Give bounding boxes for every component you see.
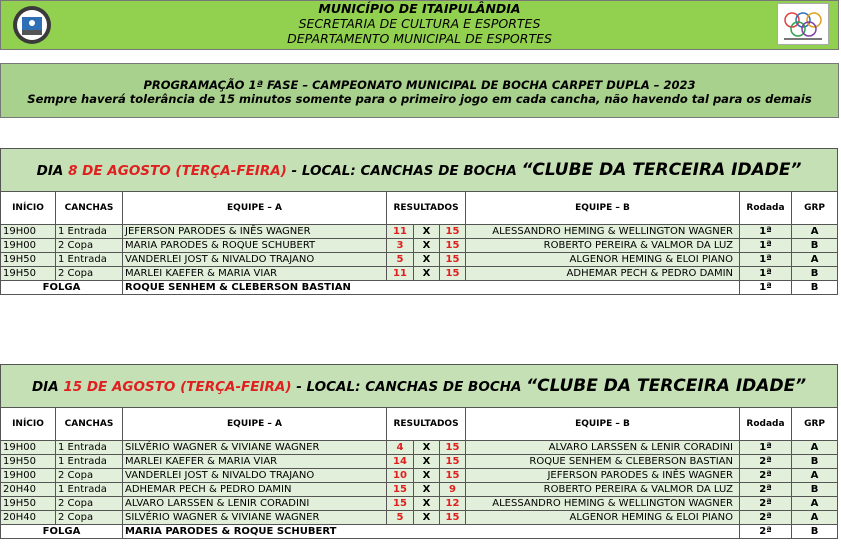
match-row: 20H40 2 Copa SILVÉRIO WAGNER & VIVIANE WAGNER 5 X 15 ALGENOR HEMING & ELOI PIANO 2ª A xyxy=(1,511,838,525)
col-equipe-b: EQUIPE – B xyxy=(466,408,740,441)
col-resultados: RESULTADOS xyxy=(387,192,466,225)
dme-logo-icon xyxy=(778,4,828,44)
col-grp: GRP xyxy=(792,192,838,225)
program-banner xyxy=(0,63,839,118)
secretariat-name: SECRETARIA DE CULTURA E ESPORTES xyxy=(298,16,541,31)
day-date: 15 DE AGOSTO (TERÇA-FEIRA) xyxy=(63,378,292,395)
match-row: 19H50 2 Copa MARLEI KAEFER & MARIA VIAR 11 X 15 ADHEMAR PECH & PEDRO DAMIN 1ª B xyxy=(1,267,838,281)
col-inicio: INÍCIO xyxy=(1,192,56,225)
bye-row: FOLGA ROQUE SENHEM & CLEBERSON BASTIAN 1ª B xyxy=(1,281,838,295)
day-title: DIA 15 DE AGOSTO (TERÇA-FEIRA) - LOCAL: CANCHAS DE BOCHA “CLUBE DA TERCEIRA IDADE” xyxy=(1,365,838,408)
col-canchas: CANCHAS xyxy=(56,408,123,441)
bye-teams: ROQUE SENHEM & CLEBERSON BASTIAN xyxy=(123,281,740,295)
col-equipe-b: EQUIPE – B xyxy=(466,192,740,225)
col-resultados: RESULTADOS xyxy=(387,408,466,441)
match-row: 19H00 1 Entrada SILVÉRIO WAGNER & VIVIANE WAGNER 4 X 15 ALVARO LARSSEN & LENIR CORADINI 1ª A xyxy=(1,441,838,455)
bye-label: FOLGA xyxy=(1,525,123,539)
department-name: DEPARTAMENTO MUNICIPAL DE ESPORTES xyxy=(287,31,552,46)
column-headers xyxy=(1,192,838,225)
tolerance-notice: Sempre haverá tolerância de 15 minutos somente para o primeiro jogo em cada cancha, não havendo tal para os demais xyxy=(27,92,812,106)
dme-logo xyxy=(777,3,829,45)
match-row: 19H00 1 Entrada JEFERSON PARODES & INÊS WAGNER 11 X 15 ALESSANDRO HEMING & WELLINGTON WAGNER 1ª A xyxy=(1,225,838,239)
venue-name: “CLUBE DA TERCEIRA IDADE” xyxy=(526,375,807,396)
match-row: 19H00 2 Copa VANDERLEI JOST & NIVALDO TRAJANO 10 X 15 JEFERSON PARODES & INÊS WAGNER 2ª A xyxy=(1,469,838,483)
bye-label: FOLGA xyxy=(1,281,123,295)
column-headers xyxy=(1,408,838,441)
match-row: 19H50 1 Entrada VANDERLEI JOST & NIVALDO TRAJANO 5 X 15 ALGENOR HEMING & ELOI PIANO 1ª A xyxy=(1,253,838,267)
col-rodada: Rodada xyxy=(740,192,792,225)
col-equipe-a: EQUIPE – A xyxy=(123,192,387,225)
page-header xyxy=(0,0,839,50)
match-row: 19H00 2 Copa MARIA PARODES & ROQUE SCHUBERT 3 X 15 ROBERTO PEREIRA & VALMOR DA LUZ 1ª B xyxy=(1,239,838,253)
col-canchas: CANCHAS xyxy=(56,192,123,225)
col-equipe-a: EQUIPE – A xyxy=(123,408,387,441)
day-title: DIA 8 DE AGOSTO (TERÇA-FEIRA) - LOCAL: CANCHAS DE BOCHA “CLUBE DA TERCEIRA IDADE” xyxy=(1,149,838,192)
program-title: PROGRAMAÇÃO 1ª FASE – CAMPEONATO MUNICIPAL DE BOCHA CARPET DUPLA – 2023 xyxy=(143,78,696,92)
match-row: 19H50 2 Copa ALVARO LARSSEN & LENIR CORADINI 15 X 12 ALESSANDRO HEMING & WELLINGTON WAGNER 2ª A xyxy=(1,497,838,511)
day-date: 8 DE AGOSTO (TERÇA-FEIRA) xyxy=(68,162,287,179)
schedule-table-day-2 xyxy=(0,364,838,539)
match-row: 19H50 1 Entrada MARLEI KAEFER & MARIA VIAR 14 X 15 ROQUE SENHEM & CLEBERSON BASTIAN 2ª B xyxy=(1,455,838,469)
match-row: 20H40 1 Entrada ADHEMAR PECH & PEDRO DAMIN 15 X 9 ROBERTO PEREIRA & VALMOR DA LUZ 2ª B xyxy=(1,483,838,497)
venue-name: “CLUBE DA TERCEIRA IDADE” xyxy=(521,159,802,180)
col-rodada: Rodada xyxy=(740,408,792,441)
bye-teams: MARIA PARODES & ROQUE SCHUBERT xyxy=(123,525,740,539)
col-inicio: INÍCIO xyxy=(1,408,56,441)
schedule-table-day-1 xyxy=(0,148,838,295)
col-grp: GRP xyxy=(792,408,838,441)
bye-row: FOLGA MARIA PARODES & ROQUE SCHUBERT 2ª B xyxy=(1,525,838,539)
municipality-name: MUNICÍPIO DE ITAIPULÂNDIA xyxy=(318,1,521,16)
